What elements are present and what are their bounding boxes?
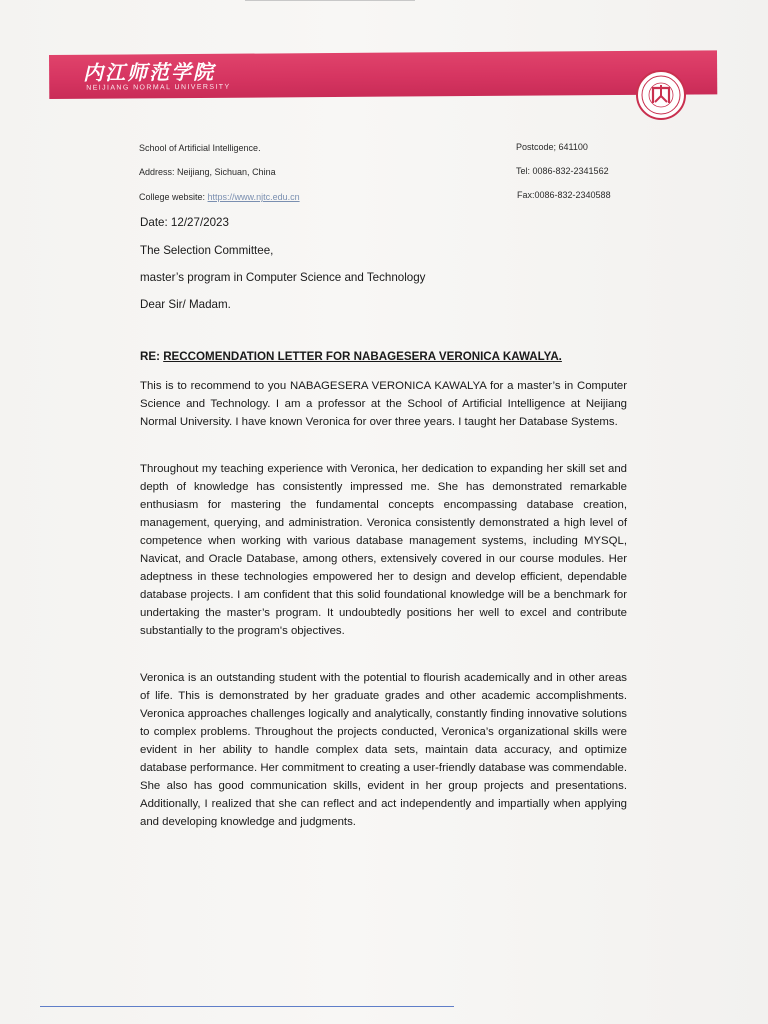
salutation: Dear Sir/ Madam. [140, 298, 231, 311]
fax: Fax:0086-832-2340588 [517, 190, 611, 200]
letter-date: Date: 12/27/2023 [140, 216, 229, 229]
recipient-line-1: The Selection Committee, [140, 244, 274, 257]
paragraph-1: This is to recommend to you NABAGESERA VERONICA KAWALYA for a master’s in Computer Science and Technology. I am a professor at the School of Artificial Intelligence at Neijiang Normal University. I have known Veronica for over three years. I taught her Database Systems. [140, 380, 627, 428]
website-label: College website: [139, 192, 208, 202]
university-name-en: NEIJIANG NORMAL UNIVERSITY [86, 83, 231, 92]
address: Address: Neijiang, Sichuan, China [139, 167, 276, 177]
university-banner [49, 50, 717, 99]
subject-line [140, 350, 562, 363]
telephone: Tel: 0086-832-2341562 [516, 166, 609, 176]
top-scan-edge [245, 0, 415, 1]
website-link[interactable]: https://www.njtc.edu.cn [207, 192, 300, 202]
recipient-line-2: master’s program in Computer Science and Technology [140, 271, 426, 284]
university-seal-icon [636, 70, 686, 120]
footer-divider [40, 1006, 454, 1007]
college-website [139, 192, 300, 202]
university-name-cn: 内江师范学院 [83, 59, 216, 85]
subject-prefix: RE: [140, 350, 164, 363]
paragraph-3: Veronica is an outstanding student with the potential to flourish academically and in other areas of life. This is demonstrated by her graduate grades and other academic accomplishments. Veronica approaches challenges logically and analytically, constantly finding innovative solutions to complex problems. Throughout the projects conducted, Veronica’s organizational skills were evident in her ability to handle complex data sets, maintain data accuracy, and optimize database performance. Her commitment to creating a user-friendly database was commendable. She also has good communication skills, evident in her group projects and presentations. Additionally, I realized that she can reflect and act independently and impartially when applying and developing knowledge and judgments. [140, 672, 627, 828]
school-name: School of Artificial Intelligence. [139, 143, 261, 153]
postcode: Postcode; 641100 [516, 142, 588, 152]
subject-title: RECCOMENDATION LETTER FOR NABAGESERA VERONICA KAWALYA. [163, 350, 562, 363]
paragraph-2: Throughout my teaching experience with Veronica, her dedication to expanding her skill set and depth of knowledge has consistently impressed me. She has demonstrated remarkable enthusiasm for mastering the fundamental concepts encompassing database creation, management, querying, and administration. Veronica consistently demonstrated a high level of competence when working with various database management systems, including MYSQL, Navicat, and Oracle Database, among others, extensively covered in our course modules. Her adeptness in these technologies empowered her to design and develop efficient, dependable database projects. I am confident that this solid foundational knowledge will be a benchmark for undertaking the master’s program. It undoubtedly positions her well to excel and contribute substantially to the program's objectives. [140, 463, 627, 637]
